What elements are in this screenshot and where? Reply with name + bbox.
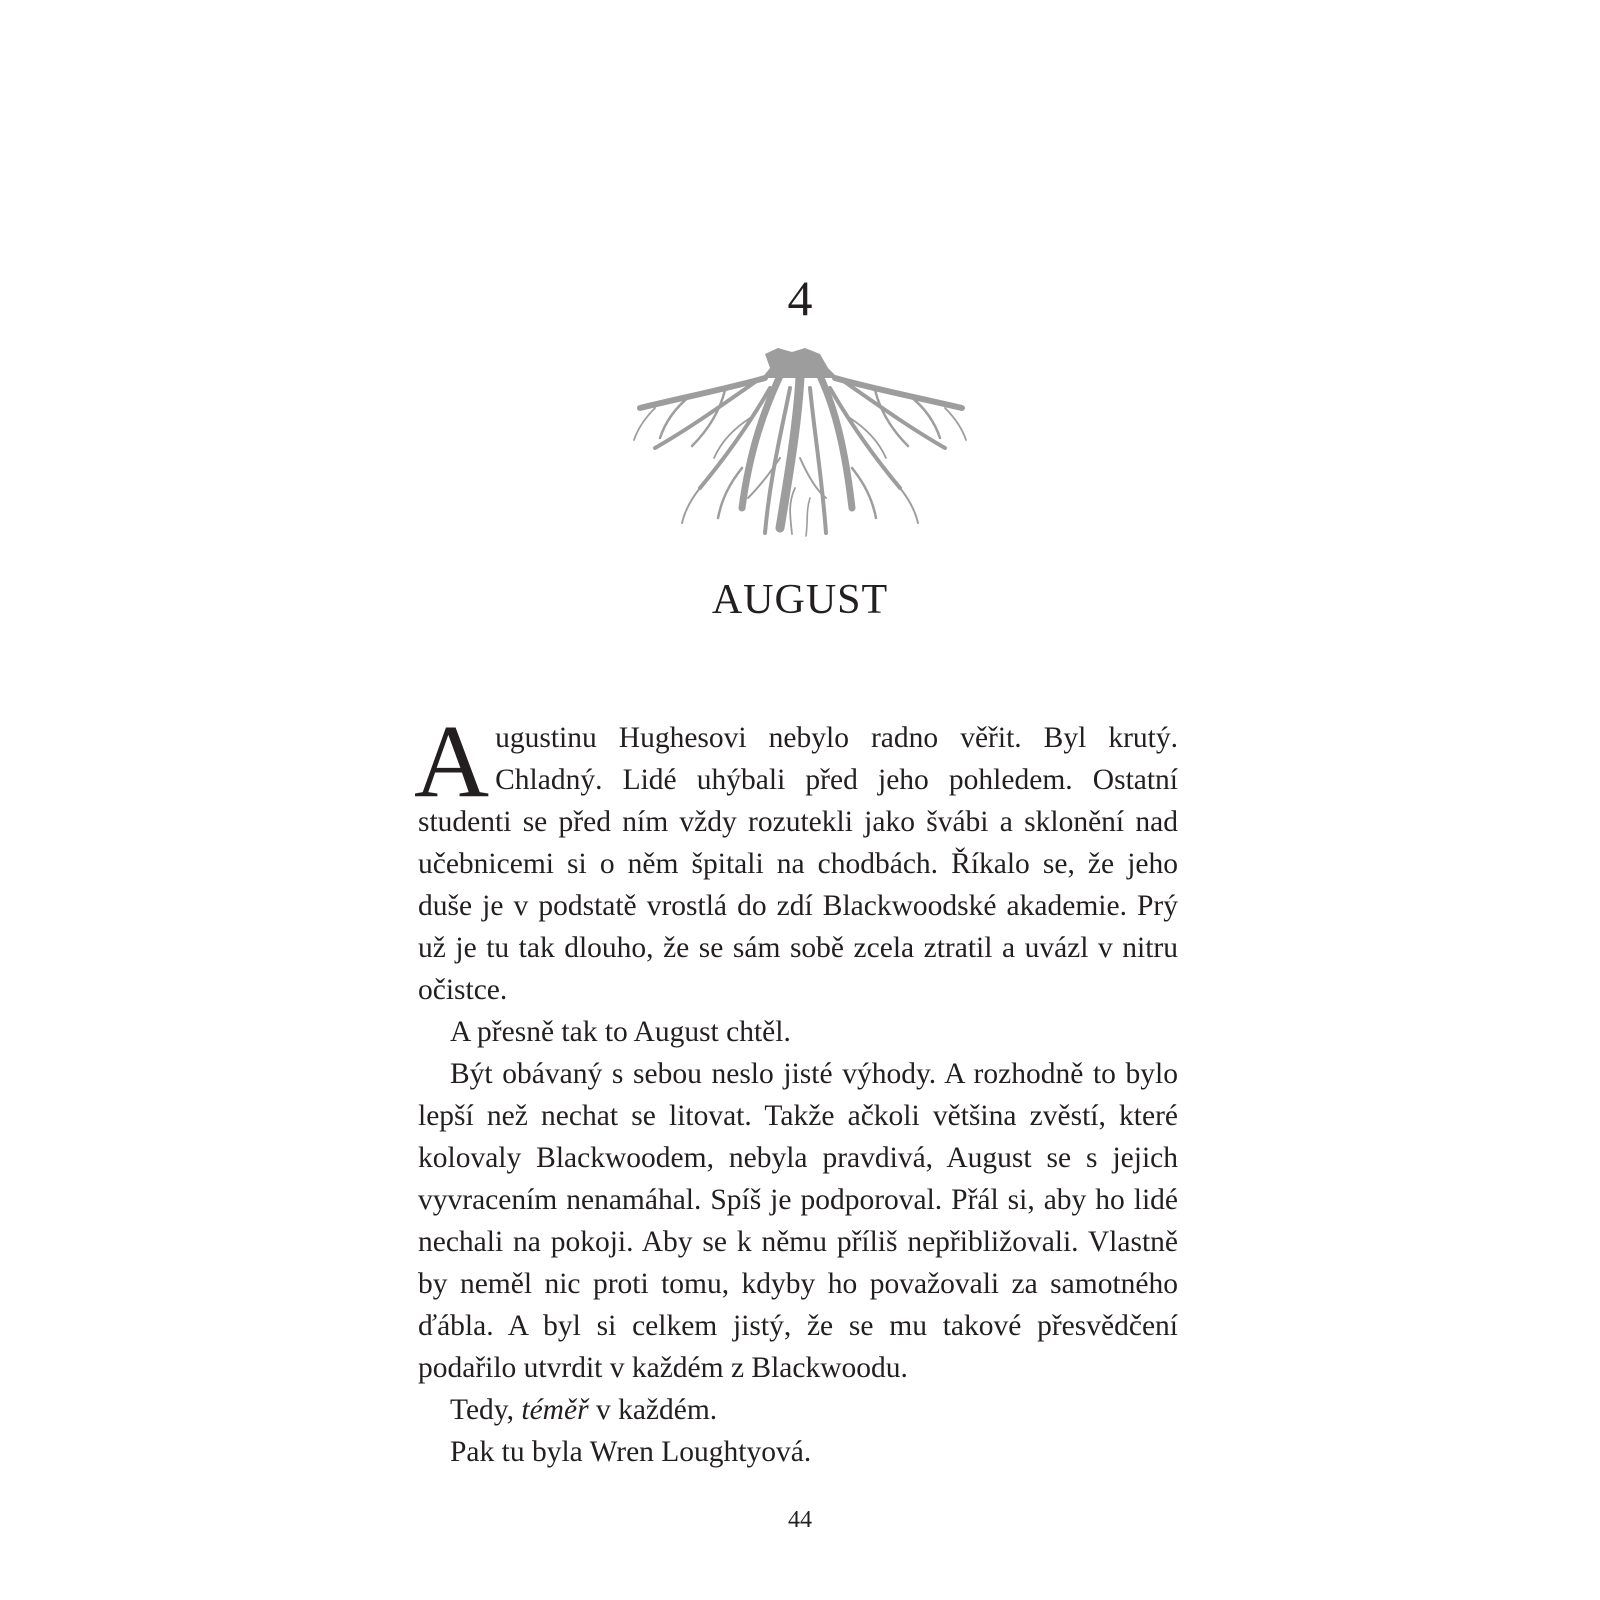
- paragraph-4-emphasis: téměř: [521, 1394, 589, 1426]
- page-number: 44: [788, 1507, 812, 1533]
- tree-roots-icon: [630, 348, 970, 538]
- chapter-title: AUGUST: [711, 577, 889, 623]
- drop-cap: A: [414, 704, 490, 819]
- paragraph-4: [418, 1389, 1178, 1431]
- paragraph-3: Být obávaný s sebou neslo jisté výhody. A rozhodně to bylo lepší než nechat se litovat. Takže ačkoli většina zvěstí, které kolovaly Blackwoodem, nebyla pravdivá, August se s jejich vyvracením nenamáhal. Spíš je podporoval. Přál si, aby ho lidé nechali na pokoji. Aby se k němu příliš nepřibližovali. Vlastně by neměl nic proti tomu, kdyby ho považovali za samotného ďábla. A byl si celkem jistý, že se mu takové přesvědčení podařilo utvrdit v každém z Blackwoodu.: [418, 1058, 1178, 1384]
- chapter-body: [414, 704, 1178, 1473]
- paragraph-1-text: ugustinu Hughesovi nebylo radno věřit. Byl krutý. Chladný. Lidé uhýbali před jeho pohledem. Ostatní studenti se před ním vždy rozutekli jako švábi a sklonění nad učebnicemi si o něm špitali na chodbách. Říkalo se, že jeho duše je v podstatě vrostlá do zdí Blackwoodské akademie. Prý už je tu tak dlouho, že se sám sobě zcela ztratil a uvázl v nitru očistce.: [418, 722, 1178, 1006]
- paragraph-2: A přesně tak to August chtěl.: [450, 1016, 791, 1048]
- paragraph-5: Pak tu byla Wren Loughtyová.: [450, 1436, 812, 1468]
- paragraph-4-end: v každém.: [588, 1394, 718, 1426]
- paragraph-4-start: Tedy,: [450, 1394, 522, 1426]
- chapter-number: 4: [787, 270, 813, 326]
- paragraph-1: [414, 704, 1178, 1011]
